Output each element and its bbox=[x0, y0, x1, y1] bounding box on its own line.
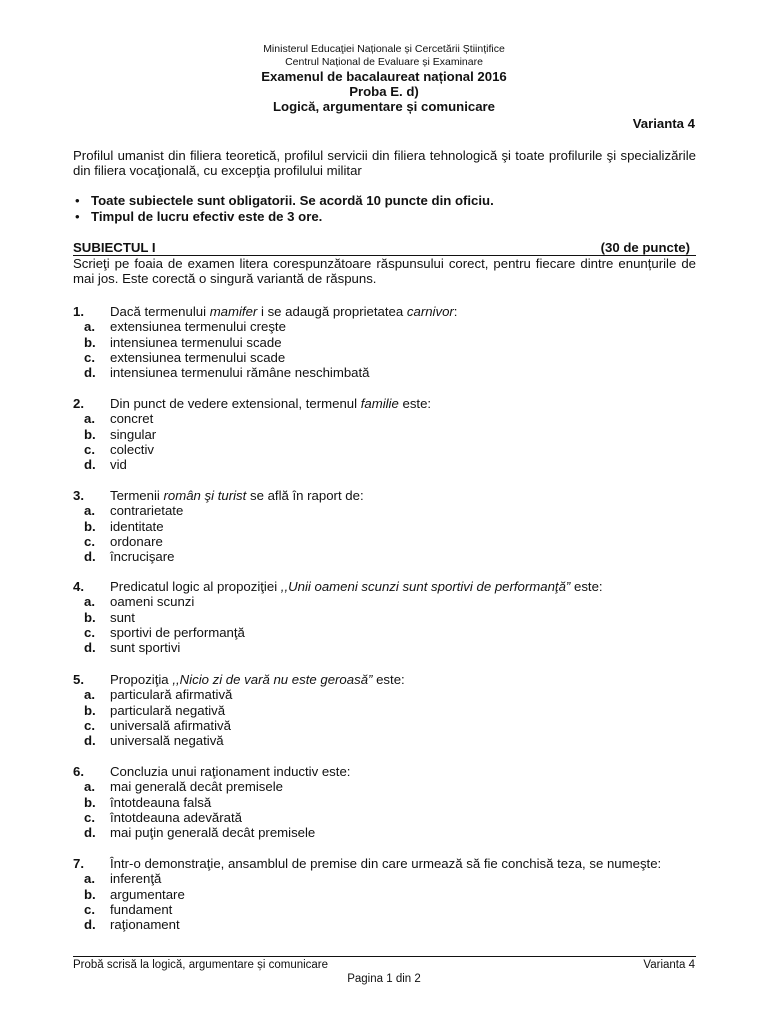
question-text: Termenii bbox=[110, 488, 164, 503]
option-text: ordonare bbox=[110, 533, 163, 549]
option-letter: b. bbox=[84, 886, 96, 902]
answer-option bbox=[73, 427, 696, 442]
option-text: argumentare bbox=[110, 886, 185, 902]
option-letter: d. bbox=[84, 549, 96, 565]
answer-option bbox=[73, 519, 696, 534]
option-text: oameni scunzi bbox=[110, 594, 195, 610]
option-letter: b. bbox=[84, 609, 96, 625]
option-text: intensiunea termenului rămâne neschimbată bbox=[110, 365, 370, 381]
answer-option bbox=[73, 810, 696, 825]
answer-option bbox=[73, 779, 696, 794]
option-letter: d. bbox=[84, 733, 96, 749]
option-letter: d. bbox=[84, 457, 96, 473]
option-text: sunt bbox=[110, 609, 135, 625]
option-letter: b. bbox=[84, 702, 96, 718]
option-letter: b. bbox=[84, 794, 96, 810]
exam-title: Examenul de bacalaureat național 2016 bbox=[261, 69, 507, 84]
question-text: Propoziţia bbox=[110, 672, 173, 687]
answer-option bbox=[73, 718, 696, 733]
footer-variant: Varianta 4 bbox=[643, 959, 695, 971]
question-stem bbox=[73, 764, 696, 779]
question-item bbox=[73, 396, 696, 472]
footer-left: Probă scrisă la logică, argumentare și comunicare bbox=[73, 959, 329, 971]
question-text: Într-o demonstraţie, ansamblul de premise din care urmează să fie conchisă teza, se numeşte: bbox=[110, 856, 662, 871]
option-letter: a. bbox=[84, 779, 95, 795]
answer-option bbox=[73, 640, 696, 655]
option-text: mai puţin generală decât premisele bbox=[110, 825, 316, 841]
option-text: încrucişare bbox=[110, 549, 175, 565]
question-number: 5. bbox=[73, 672, 84, 687]
question-number: 6. bbox=[73, 764, 84, 779]
answer-option bbox=[73, 825, 696, 840]
question-stem bbox=[73, 672, 696, 687]
option-text: vid bbox=[110, 457, 127, 473]
question-term: ,,Unii oameni scunzi sunt sportivi de performanţă” bbox=[280, 579, 571, 594]
answer-option bbox=[73, 534, 696, 549]
option-letter: a. bbox=[84, 687, 95, 703]
question-term: ,,Nicio zi de vară nu este geroasă” bbox=[172, 672, 373, 687]
answer-option bbox=[73, 687, 696, 702]
option-letter: c. bbox=[84, 624, 95, 640]
rules-list bbox=[73, 193, 696, 224]
rule-item: • Timpul de lucru efectiv este de 3 ore. bbox=[73, 209, 696, 225]
variant-label: Varianta 4 bbox=[632, 116, 695, 131]
option-text: particulară negativă bbox=[110, 702, 226, 718]
answer-option bbox=[73, 457, 696, 472]
option-letter: c. bbox=[84, 441, 95, 457]
question-text: i se adaugă proprietatea bbox=[257, 304, 407, 319]
question-item bbox=[73, 579, 696, 655]
option-letter: b. bbox=[84, 426, 96, 442]
answer-option bbox=[73, 335, 696, 350]
answer-option bbox=[73, 703, 696, 718]
question-number: 2. bbox=[73, 396, 84, 411]
option-letter: a. bbox=[84, 411, 95, 427]
option-text: inferenţă bbox=[110, 871, 162, 887]
option-text: fundament bbox=[110, 901, 173, 917]
option-letter: c. bbox=[84, 533, 95, 549]
answer-option bbox=[73, 411, 696, 426]
question-term: român şi turist bbox=[163, 488, 247, 503]
question-item bbox=[73, 856, 696, 932]
question-text: : bbox=[453, 304, 458, 319]
answer-option bbox=[73, 442, 696, 457]
option-text: concret bbox=[110, 411, 154, 427]
option-letter: d. bbox=[84, 917, 96, 933]
question-text: se află în raport de: bbox=[246, 488, 364, 503]
option-text: întotdeauna adevărată bbox=[110, 809, 242, 825]
section-title: SUBIECTUL I bbox=[73, 240, 156, 255]
answer-option bbox=[73, 549, 696, 564]
option-letter: c. bbox=[84, 809, 95, 825]
answer-option bbox=[73, 871, 696, 886]
option-text: universală negativă bbox=[110, 733, 224, 749]
question-term: mamifer bbox=[209, 304, 258, 319]
answer-option bbox=[73, 365, 696, 380]
question-stem bbox=[73, 304, 696, 319]
section-points: (30 de puncte) bbox=[600, 240, 690, 255]
option-text: colectiv bbox=[110, 441, 154, 457]
center-line: Centrul Național de Evaluare și Examinare bbox=[285, 56, 483, 68]
question-item bbox=[73, 304, 696, 380]
section-heading bbox=[73, 241, 696, 256]
option-letter: b. bbox=[84, 518, 96, 534]
page-number: Pagina 1 din 2 bbox=[347, 973, 421, 985]
option-text: universală afirmativă bbox=[110, 717, 231, 733]
option-letter: a. bbox=[84, 594, 95, 610]
answer-option bbox=[73, 625, 696, 640]
answer-option bbox=[73, 902, 696, 917]
subject-title: Logică, argumentare și comunicare bbox=[272, 99, 496, 114]
option-letter: b. bbox=[84, 334, 96, 350]
option-text: sportivi de performanţă bbox=[110, 624, 245, 640]
option-text: întotdeauna falsă bbox=[110, 794, 212, 810]
option-letter: a. bbox=[84, 503, 95, 519]
option-letter: d. bbox=[84, 640, 96, 656]
question-term: carnivor bbox=[406, 304, 454, 319]
option-letter: c. bbox=[84, 717, 95, 733]
profile-paragraph: Profilul umanist din filiera teoretică, profilul servicii din filiera tehnologică şi toate profilurile şi specializările din filiera vocaţională, cu excepţia profilului militar bbox=[73, 148, 696, 179]
rule-item: • Toate subiectele sunt obligatorii. Se acordă 10 puncte din oficiu. bbox=[73, 193, 696, 209]
question-stem bbox=[73, 396, 696, 411]
ministry-line: Ministerul Educaţiei Naționale și Cercetării Științifice bbox=[263, 43, 505, 55]
question-number: 4. bbox=[73, 579, 84, 594]
footer-divider bbox=[73, 956, 696, 957]
question-stem bbox=[73, 856, 696, 871]
answer-option bbox=[73, 319, 696, 334]
option-letter: d. bbox=[84, 365, 96, 381]
question-number: 1. bbox=[73, 304, 84, 319]
option-text: sunt sportivi bbox=[110, 640, 181, 656]
question-item bbox=[73, 488, 696, 564]
option-text: intensiunea termenului scade bbox=[110, 334, 282, 350]
option-text: raţionament bbox=[110, 917, 180, 933]
section-instructions: Scrieţi pe foaia de examen litera corespunzătoare răspunsului corect, pentru fiecare dintre enunțurile de mai jos. Este corectă o singură variantă de răspuns. bbox=[73, 256, 696, 287]
answer-option bbox=[73, 350, 696, 365]
answer-option bbox=[73, 795, 696, 810]
question-text: Predicatul logic al propoziţiei bbox=[110, 579, 281, 594]
option-text: identitate bbox=[110, 518, 164, 534]
question-item bbox=[73, 672, 696, 748]
answer-option bbox=[73, 733, 696, 748]
proba-title: Proba E. d) bbox=[349, 84, 419, 99]
answer-option bbox=[73, 917, 696, 932]
question-text: Concluzia unui raţionament inductiv este: bbox=[110, 764, 351, 779]
question-number: 7. bbox=[73, 856, 84, 871]
option-text: extensiunea termenului scade bbox=[110, 349, 286, 365]
option-letter: c. bbox=[84, 349, 95, 365]
option-letter: a. bbox=[84, 319, 95, 335]
answer-option bbox=[73, 503, 696, 518]
question-text: Dacă termenului bbox=[110, 304, 210, 319]
option-text: mai generală decât premisele bbox=[110, 779, 283, 795]
question-text: este: bbox=[398, 396, 432, 411]
question-text: Din punct de vedere extensional, termenul bbox=[110, 396, 361, 411]
option-text: particulară afirmativă bbox=[110, 687, 233, 703]
question-text: este: bbox=[372, 672, 405, 687]
question-term: familie bbox=[360, 396, 399, 411]
option-text: contrarietate bbox=[110, 503, 184, 519]
option-letter: c. bbox=[84, 901, 95, 917]
option-letter: a. bbox=[84, 871, 95, 887]
question-number: 3. bbox=[73, 488, 84, 503]
option-letter: d. bbox=[84, 825, 96, 841]
question-text: este: bbox=[570, 579, 603, 594]
question-stem bbox=[73, 488, 696, 503]
option-text: singular bbox=[110, 426, 157, 442]
answer-option bbox=[73, 887, 696, 902]
option-text: extensiunea termenului creşte bbox=[110, 319, 286, 335]
answer-option bbox=[73, 610, 696, 625]
question-stem bbox=[73, 579, 696, 594]
question-item bbox=[73, 764, 696, 840]
answer-option bbox=[73, 594, 696, 609]
